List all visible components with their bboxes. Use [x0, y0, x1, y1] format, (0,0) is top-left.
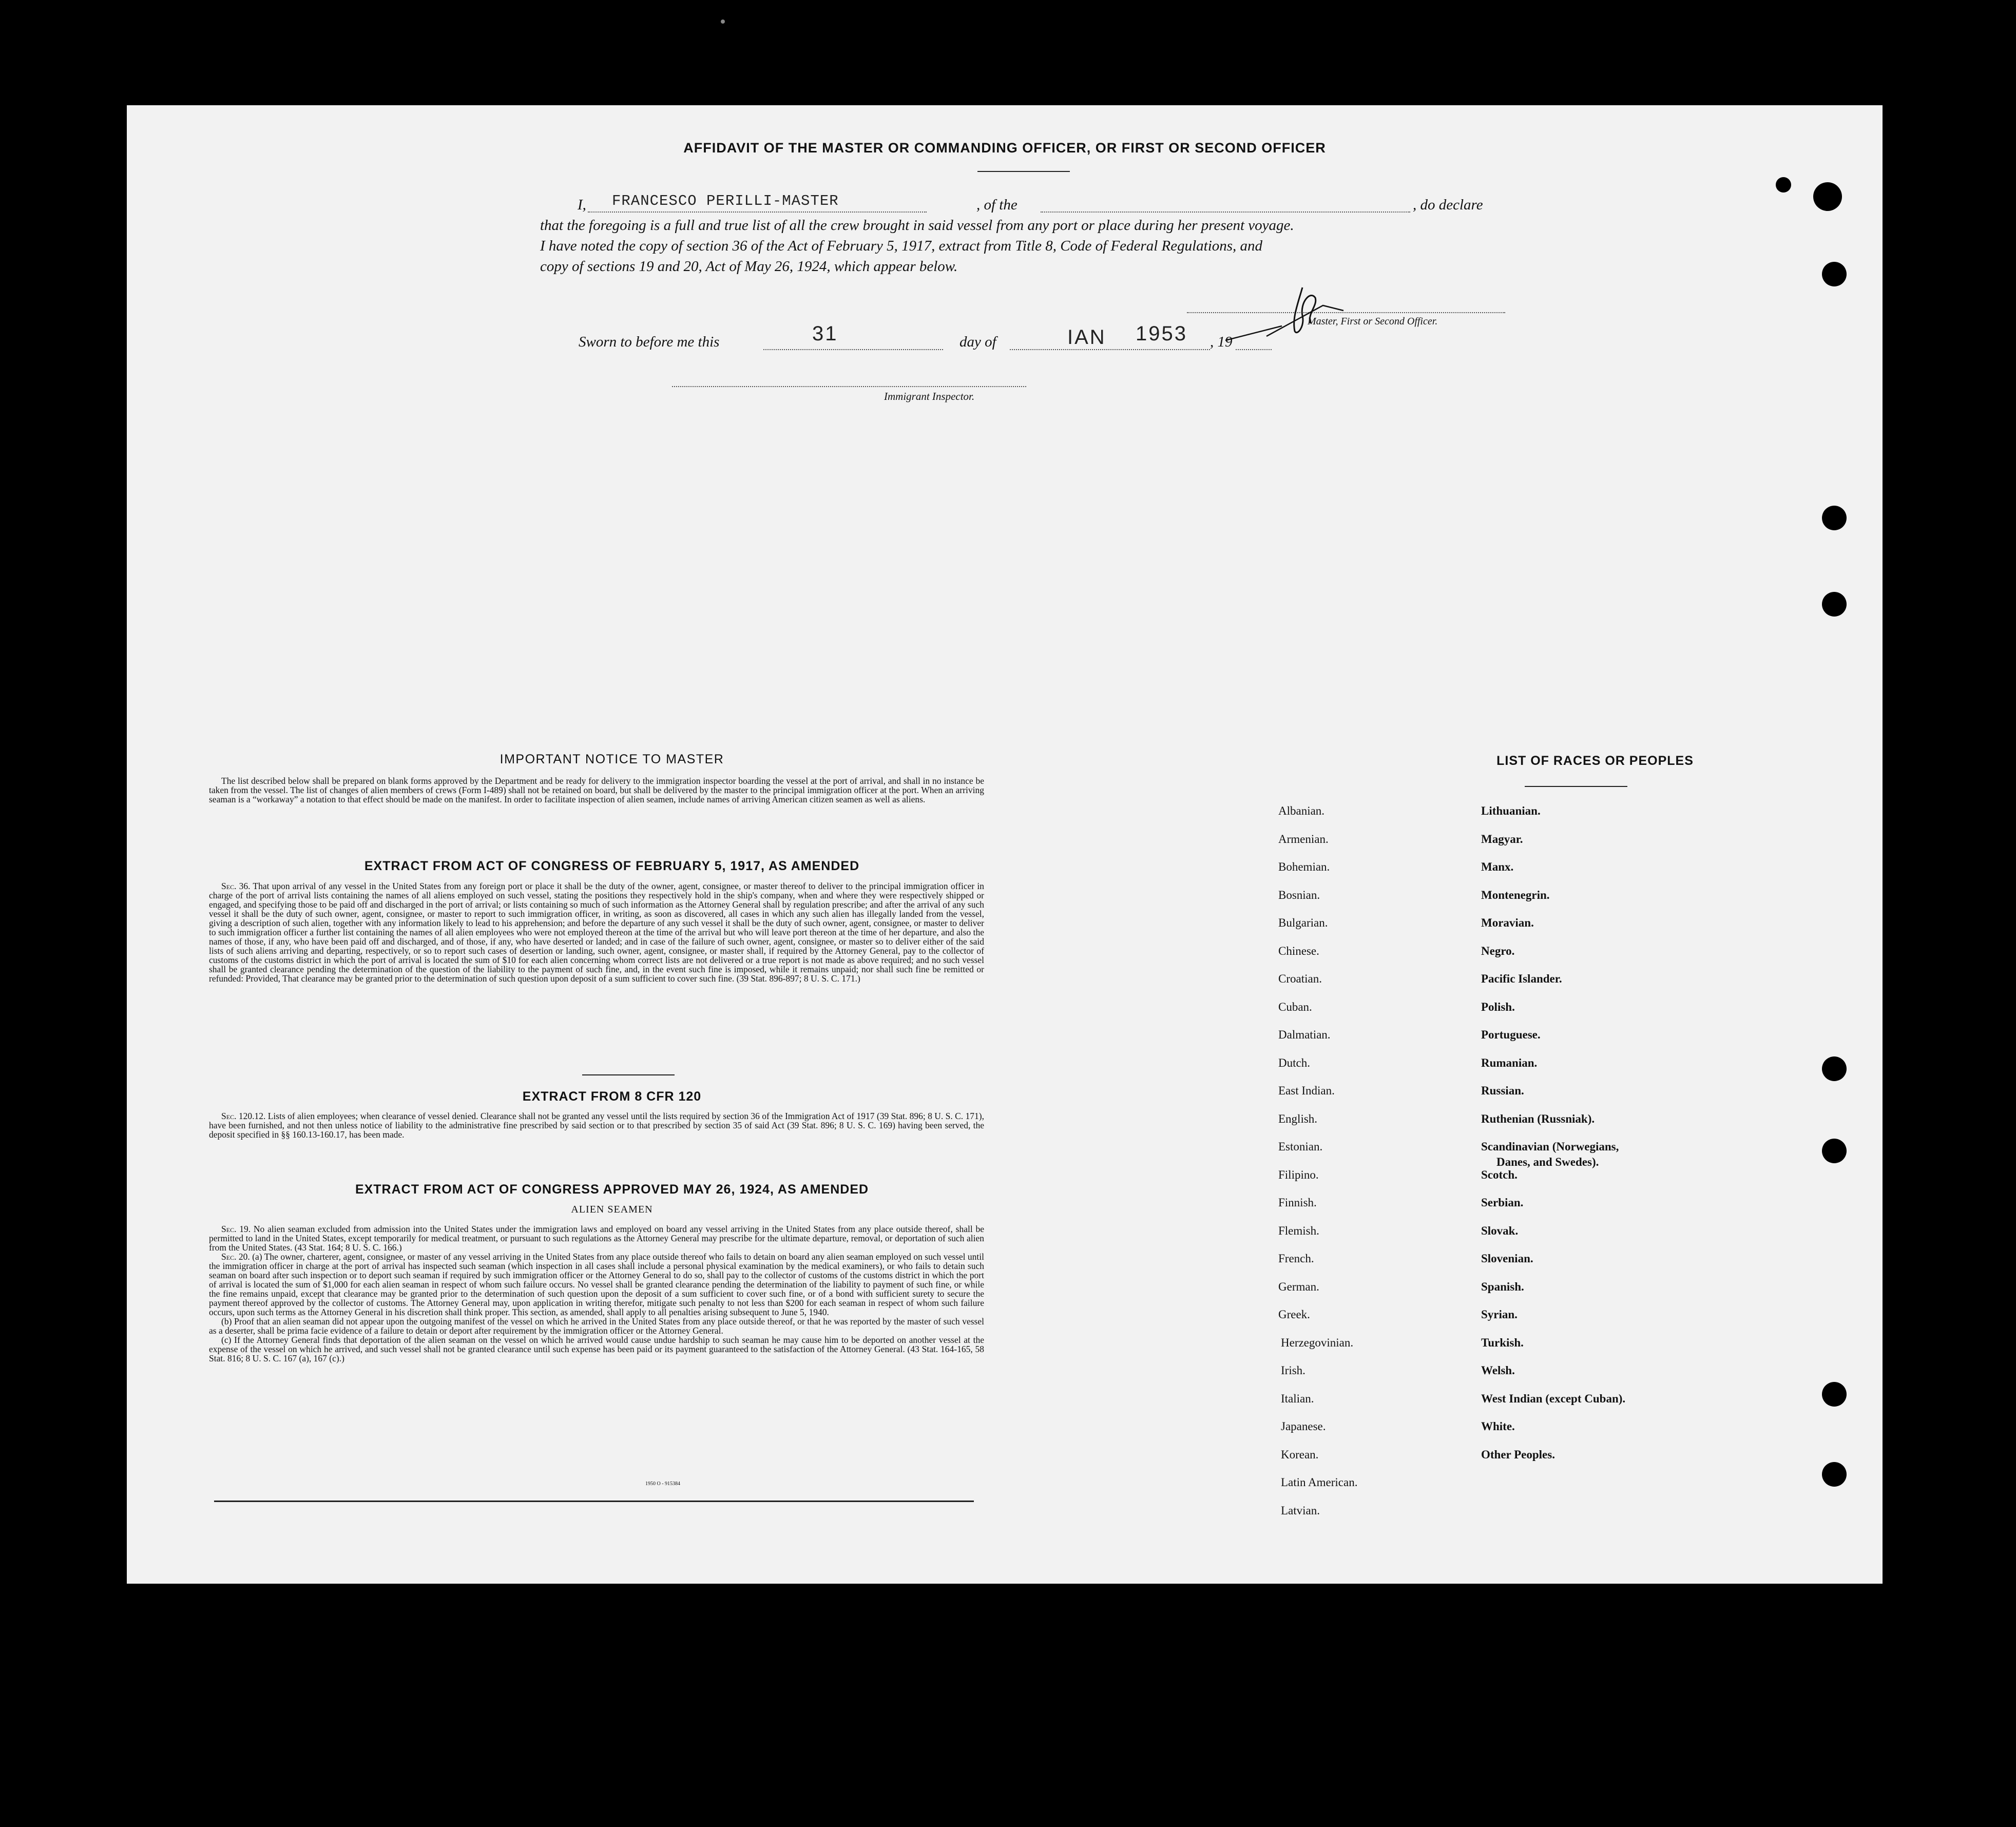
race-item: French. — [1278, 1252, 1314, 1265]
year-prefix: , 19 — [1210, 334, 1233, 350]
race-item: Moravian. — [1481, 916, 1534, 929]
affidavit-title: AFFIDAVIT OF THE MASTER OR COMMANDING OFFICER, OR FIRST OR SECOND OFFICER — [683, 140, 1326, 156]
affidavit-line3: I have noted the copy of section 36 of the Act of February 5, 1917, extract from Title 8, Code of Federal Regulations, and — [540, 238, 1263, 254]
notice-title: IMPORTANT NOTICE TO MASTER — [500, 752, 724, 766]
race-item: Dalmatian. — [1278, 1028, 1331, 1041]
declarant-field-line — [588, 211, 927, 213]
race-item: Ruthenian (Russniak). — [1481, 1112, 1595, 1125]
binder-hole — [1822, 1462, 1847, 1487]
extract-1917-body — [209, 881, 984, 983]
race-item: Scotch. — [1481, 1168, 1518, 1181]
race-item: Irish. — [1281, 1364, 1305, 1377]
cfr-text: Lists of alien employees; when clearance of vessel denied. Clearance shall not be granted any vessel until the lists required by section 36 of the Immigration Act of 1917 (39 Stat. 896; 8 U. S. C. 171), have been furnished, and not then unless notice of liability to the administrative fine prescribed by said section or to that prescribed by section 35 of said Act (39 Stat. 896; 8 U. S. C. 169) having been served, the deposit specified in §§ 160.13-160.17, has been made. — [209, 1111, 985, 1140]
binder-hole — [1822, 1139, 1847, 1163]
declarant-name-stamp: FRANCESCO PERILLI-MASTER — [612, 193, 839, 209]
race-item: Korean. — [1281, 1448, 1319, 1461]
race-item: Chinese. — [1278, 944, 1319, 957]
binder-hole — [1822, 592, 1847, 617]
race-item: White. — [1481, 1420, 1515, 1433]
races-title-rule — [1525, 786, 1627, 787]
race-item: East Indian. — [1278, 1084, 1335, 1097]
race-item: Dutch. — [1278, 1056, 1310, 1069]
race-item: Polish. — [1481, 1000, 1515, 1013]
officer-signature — [1220, 275, 1477, 341]
sec20-label: Sec. 20. — [221, 1252, 250, 1262]
binder-hole — [1822, 1382, 1847, 1407]
race-item: Magyar. — [1481, 832, 1523, 845]
race-item: Filipino. — [1278, 1168, 1319, 1181]
sec20c-paragraph: (c) If the Attorney General finds that deportation of the alien seaman on the vessel on which he arrived would cause undue hardship to such seaman he may cause him to be deported on another vessel at the expense of the vessel on which he arrived, and such vessel shall not be granted clearance until such expense has been paid or its payment guaranteed to the satisfaction of the Attorney General. (43 Stat. 164-165, 58 Stat. 816; 8 U. S. C. 167 (a), 167 (c).) — [209, 1335, 984, 1363]
race-item: Russian. — [1481, 1084, 1524, 1097]
title-rule — [977, 171, 1070, 172]
sec20b-paragraph: (b) Proof that an alien seaman did not appear upon the outgoing manifest of the vessel on which he arrived in the United States from any place outside thereof, or that he was reported by the master of such vessel as a deserter, shall be prima facie evidence of a failure to detain or deport after requirement by the immigration officer or the Attorney General. — [209, 1316, 984, 1336]
race-item: Flemish. — [1278, 1224, 1319, 1237]
race-item: Bulgarian. — [1278, 916, 1328, 929]
binder-hole — [1776, 177, 1791, 193]
sec19-paragraph — [209, 1224, 984, 1252]
race-item: Bohemian. — [1278, 860, 1330, 873]
race-item: Montenegrin. — [1481, 888, 1550, 901]
sec19-label: Sec. 19. — [221, 1224, 251, 1234]
extract-1924-subtitle: ALIEN SEAMEN — [571, 1204, 653, 1215]
binder-hole — [1813, 182, 1842, 211]
year-line — [1236, 349, 1272, 350]
race-item: Lithuanian. — [1481, 804, 1541, 817]
sec20a-paragraph — [209, 1252, 984, 1317]
race-item: Greek. — [1278, 1308, 1310, 1321]
extract-cfr-body — [209, 1111, 984, 1139]
affidavit-line1-prefix: I, — [578, 197, 586, 213]
sworn-year-stamp: 1953 — [1136, 322, 1187, 345]
document-page — [127, 105, 1883, 1584]
notice-body — [209, 776, 984, 804]
cfr-sec-label: Sec. 120.12. — [221, 1111, 266, 1121]
sec36-text: That upon arrival of any vessel in the United States from any foreign port or place it shall be the duty of the owner, agent, consignee, or master thereof to deliver to the principal immigration officer in charge of the port of arrival lists containing the names of all aliens employed on such vessel, stating the positions they respectively hold in the ship's company, when and where they were respectively shipped or engaged, and specifying those to be paid off and discharged in the port of arrival; or lists containing so much of such information as the Attorney General shall by regulation prescribe; and after the arrival of any such vessel it shall be the duty of such owner, agent, consignee, or master to report to such immigration officer, in writing, as soon as discovered, all cases in which any such alien has illegally landed from the vessel, giving a description of such alien, together with any information likely to lead to his apprehension; and before the departure of any such vessel it shall be the duty of such owner, agent, consignee, or master to deliver to such immigration officer a further list containing the names of all alien employees who were not employed thereon at the time of the arrival but who will leave port thereon at the time of her departure, and also the names of those, if any, who have been paid off and discharged, and of those, if any, who have deserted or landed; and in case of the failure of such owner, agent, consignee, or master so to deliver either of the said lists of such aliens arriving and departing, respectively, or so to report such cases of desertion or landing, such owner, agent, consignee, or master shall, if required by the Attorney General, pay to the collector of customs of the customs district in which the port of arrival is located the sum of $10 for each alien concerning whom correct lists are not delivered or a true report is not made as above required; and no such vessel shall be granted clearance pending the determination of the question of the liability to the payment of such fine, and, in the event such fine is imposed, while it remains unpaid; nor shall such fine be remitted or refunded: Provided, That clearance may be granted prior to the determination of such question upon deposit of a sum sufficient to cover such fine. (39 Stat. 896-897; 8 U. S. C. 171.) — [209, 881, 984, 984]
sec20a-text: (a) The owner, charterer, agent, consignee, or master of any vessel arriving in the United States from any place outside thereof who fails to detain on board any alien seaman employed on such vessel until the immigration officer in charge at the port of arrival has inspected such seaman (which inspection in all cases shall include a personal physical examination by the medical examiners), or who fails to detain such seaman on board after such inspection or to deport such seaman if required by such immigration officer or the Attorney General to do so, shall pay to the collector of customs of the customs district in which the port of arrival is located the sum of $1,000 for each alien seaman in respect of whom such failure occurs. No vessel shall be granted clearance pending the determination of the liability to payment of such fine, or while the fine remains unpaid, except that clearance may be granted prior to the determination of such question upon the deposit of a sum sufficient to cover such fine, or of a bond with sufficient surety to secure the payment thereof approved by the collector of customs. The Attorney General may, upon application in writing therefor, mitigate such penalty to not less than $200 for each seaman in respect of whom such failure occurs, upon such terms as the Attorney General in his discretion shall think proper. This section, as amended, shall apply to all penalties arising subsequent to June 5, 1940. — [209, 1252, 985, 1317]
cfr-rule — [582, 1074, 675, 1075]
race-item: Pacific Islander. — [1481, 972, 1562, 985]
race-item: Japanese. — [1281, 1420, 1326, 1433]
inspector-caption: Immigrant Inspector. — [884, 390, 975, 402]
inspector-line — [672, 386, 1026, 387]
affidavit-do-declare: , do declare — [1413, 197, 1483, 213]
race-item: Bosnian. — [1278, 888, 1320, 901]
race-item: Latin American. — [1281, 1476, 1358, 1489]
race-item: Slovenian. — [1481, 1252, 1533, 1265]
day-of-label: day of — [959, 334, 996, 350]
race-item: Slovak. — [1481, 1224, 1519, 1237]
race-item: Turkish. — [1481, 1336, 1524, 1349]
extract-1924-title: EXTRACT FROM ACT OF CONGRESS APPROVED MAY 26, 1924, AS AMENDED — [355, 1182, 869, 1197]
race-item: English. — [1278, 1112, 1318, 1125]
sworn-day-line — [763, 349, 943, 350]
affidavit-line4: copy of sections 19 and 20, Act of May 26, 1924, which appear below. — [540, 258, 958, 275]
race-item: Scandinavian (Norwegians, — [1481, 1140, 1619, 1153]
affidavit-line2: that the foregoing is a full and true list of all the crew brought in said vessel from any port or place during her present voyage. — [540, 217, 1294, 234]
binder-hole — [1822, 1056, 1847, 1081]
extract-1924-body — [209, 1224, 984, 1363]
scan-dot — [721, 20, 725, 24]
binder-hole — [1822, 262, 1847, 286]
race-item: Herzegovinian. — [1281, 1336, 1354, 1349]
sec36-label: Sec. 36. — [221, 881, 251, 891]
sworn-month-stamp: IAN — [1067, 326, 1106, 349]
race-item: Cuban. — [1278, 1000, 1312, 1013]
race-item: Rumanian. — [1481, 1056, 1538, 1069]
race-item: Manx. — [1481, 860, 1514, 873]
race-item: Italian. — [1281, 1392, 1314, 1405]
bottom-rule — [214, 1501, 974, 1502]
sec19-text: No alien seaman excluded from admission into the United States under the immigration laws and employed on board any vessel arriving in the United States from any place outside thereof, shall be permitted to land in the United States, except temporarily for medical treatment, or pursuant to such regulations as the Attorney General may prescribe for the ultimate departure, removal, or deportation of such alien from the United States. (43 Stat. 164; 8 U. S. C. 166.) — [209, 1224, 984, 1253]
race-item: Albanian. — [1278, 804, 1325, 817]
extract-1917-title: EXTRACT FROM ACT OF CONGRESS OF FEBRUARY 5, 1917, AS AMENDED — [364, 859, 860, 873]
race-item: Other Peoples. — [1481, 1448, 1555, 1461]
sworn-day-stamp: 31 — [812, 322, 838, 345]
race-item: Croatian. — [1278, 972, 1322, 985]
vessel-field-line — [1041, 211, 1410, 213]
race-item: Negro. — [1481, 944, 1515, 957]
race-item: Danes, and Swedes). — [1496, 1156, 1599, 1168]
sworn-date-line — [1010, 349, 1210, 350]
race-item: Spanish. — [1481, 1280, 1524, 1293]
sec36-paragraph — [209, 881, 984, 983]
affidavit-of-the: , of the — [976, 197, 1017, 213]
race-item: Finnish. — [1278, 1196, 1317, 1209]
races-title: LIST OF RACES OR PEOPLES — [1496, 754, 1694, 768]
extract-cfr-title: EXTRACT FROM 8 CFR 120 — [522, 1089, 702, 1104]
race-item: German. — [1278, 1280, 1319, 1293]
race-item: Portuguese. — [1481, 1028, 1541, 1041]
race-item: Welsh. — [1481, 1364, 1515, 1377]
race-item: Latvian. — [1281, 1504, 1320, 1517]
race-item: West Indian (except Cuban). — [1481, 1392, 1626, 1405]
notice-paragraph: The list described below shall be prepared on blank forms approved by the Department and be ready for delivery to the immigration inspector boarding the vessel at the port of arrival, and shall in no instance be taken from the vessel. The list of changes of alien members of crews (Form I-489) shall not be retained on board, but shall be delivered by the master to the principal immigration officer at the port. When an arriving seaman is a “workaway” a notation to that effect should be made on the manifest. In order to facilitate inspection of alien seamen, include names of arriving American citizen seamen as well as aliens. — [209, 776, 984, 804]
binder-hole — [1822, 506, 1847, 530]
race-item: Estonian. — [1278, 1140, 1323, 1153]
race-item: Armenian. — [1278, 832, 1329, 845]
sworn-label: Sworn to before me this — [579, 334, 720, 350]
printer-mark: 1950 O - 915384 — [645, 1481, 681, 1487]
race-item: Syrian. — [1481, 1308, 1518, 1321]
cfr-paragraph — [209, 1111, 984, 1139]
race-item: Serbian. — [1481, 1196, 1524, 1209]
signature-caption: Master, First or Second Officer. — [1308, 316, 1438, 327]
